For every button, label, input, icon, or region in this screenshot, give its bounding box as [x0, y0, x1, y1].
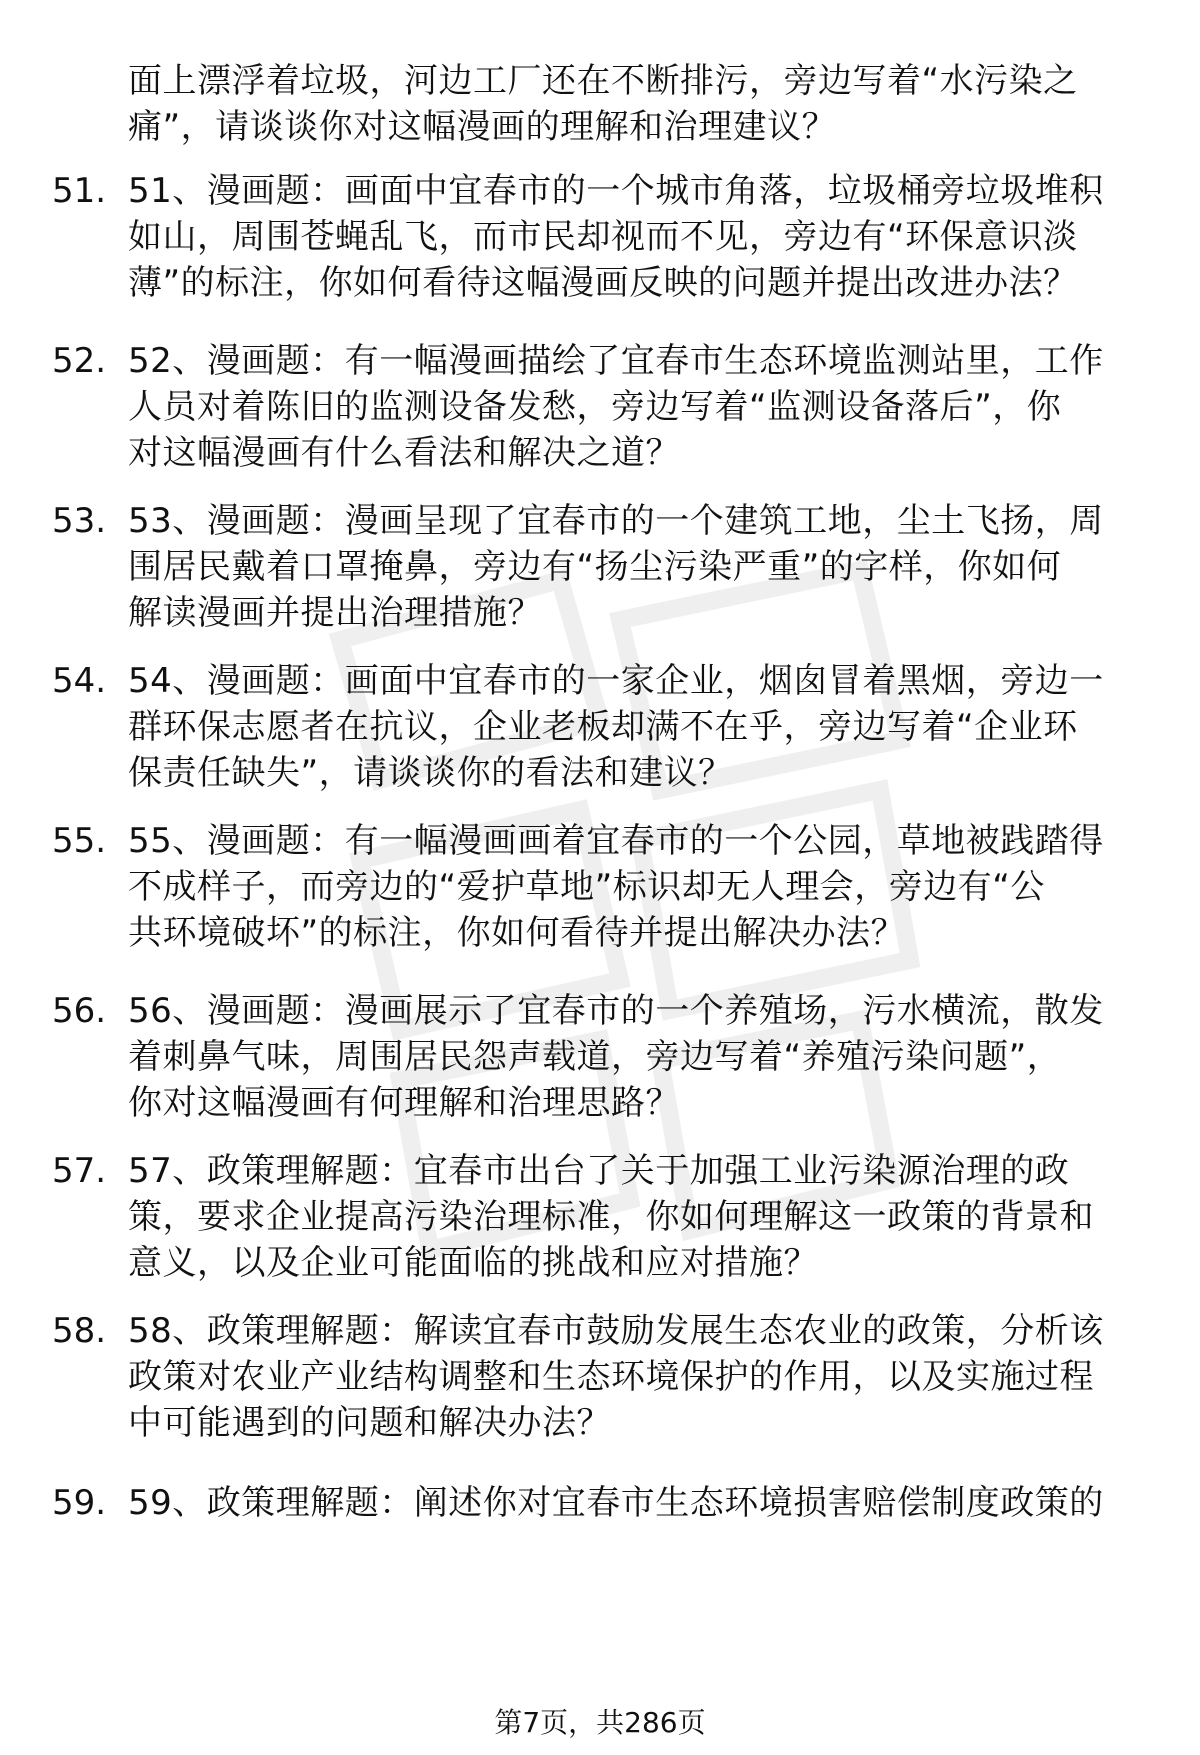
question-number: 53. — [52, 501, 107, 541]
question-number: 52. — [52, 341, 107, 381]
question-number: 58. — [52, 1311, 107, 1351]
question-text: 51、漫画题：画面中宜春市的一个城市角落，垃圾桶旁垃圾堆积 如山，周围苍蝇乱飞，而市民却视而不见，旁边有“环保意识淡 薄”的标注，你如何看待这幅漫画反映的问题并提出改进办法？ — [128, 171, 1104, 303]
question-text: 58、政策理解题：解读宜春市鼓励发展生态农业的政策，分析该 政策对农业产业结构调整和生态环境保护的作用，以及实施过程 中可能遇到的问题和解决办法？ — [128, 1311, 1104, 1443]
question-number: 51. — [52, 171, 107, 211]
question-text: 57、政策理解题：宜春市出台了关于加强工业污染源治理的政 策，要求企业提高污染治理标准，你如何理解这一政策的背景和 意义，以及企业可能面临的挑战和应对措施？ — [128, 1151, 1094, 1283]
question-number: 59. — [52, 1483, 107, 1523]
question-number: 56. — [52, 991, 107, 1031]
question-text: 52、漫画题：有一幅漫画描绘了宜春市生态环境监测站里，工作 人员对着陈旧的监测设备发愁，旁边写着“监测设备落后”，你 对这幅漫画有什么看法和解决之道？ — [128, 341, 1104, 473]
continuation-paragraph: 面上漂浮着垃圾，河边工厂还在不断排污，旁边写着“水污染之 痛”，请谈谈你对这幅漫画的理解和治理建议？ — [128, 61, 1078, 147]
question-text: 59、政策理解题：阐述你对宜春市生态环境损害赔偿制度政策的 — [128, 1483, 1104, 1523]
question-number: 55. — [52, 821, 107, 861]
question-text: 56、漫画题：漫画展示了宜春市的一个养殖场，污水横流，散发 着刺鼻气味，周围居民怨声载道，旁边写着“养殖污染问题”， 你对这幅漫画有何理解和治理思路？ — [128, 991, 1104, 1123]
question-number: 54. — [52, 661, 107, 701]
question-text: 54、漫画题：画面中宜春市的一家企业，烟囱冒着黑烟，旁边一 群环保志愿者在抗议，企业老板却满不在乎，旁边写着“企业环 保责任缺失”，请谈谈你的看法和建议？ — [128, 661, 1104, 793]
question-text: 55、漫画题：有一幅漫画画着宜春市的一个公园，草地被践踏得 不成样子，而旁边的“爱护草地”标识却无人理会，旁边有“公 共环境破坏”的标注，你如何看待并提出解决办法？ — [128, 821, 1104, 953]
question-number: 57. — [52, 1151, 107, 1191]
page-footer: 第7页，共286页 — [494, 1706, 706, 1739]
question-text: 53、漫画题：漫画呈现了宜春市的一个建筑工地，尘土飞扬，周 围居民戴着口罩掩鼻，旁边有“扬尘污染严重”的字样，你如何 解读漫画并提出治理措施？ — [128, 501, 1104, 633]
